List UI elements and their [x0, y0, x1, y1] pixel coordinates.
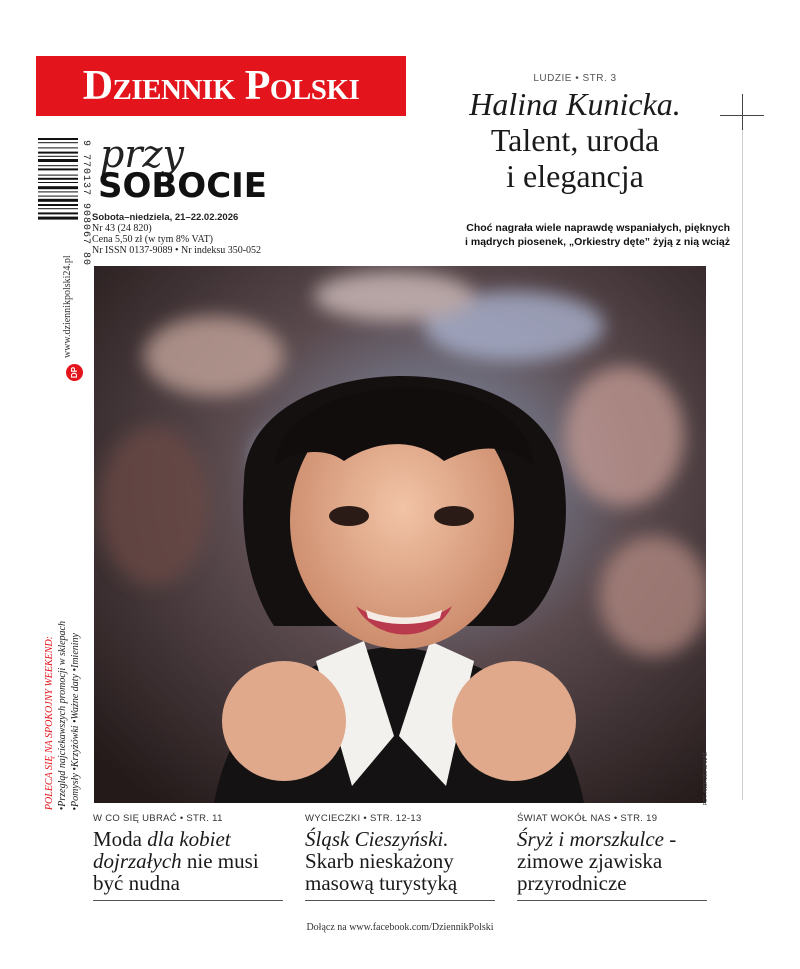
issue-info	[92, 212, 261, 256]
top-story-lead	[430, 221, 730, 249]
teaser-text-b: dla kobiet dojrzałych	[93, 827, 231, 873]
barcode-bar	[38, 199, 78, 202]
margin-rule	[742, 130, 743, 800]
headline-line-2: Talent, uroda	[490, 122, 660, 158]
teaser-kicker: ŚWIAT WOKÓŁ NAS • STR. 19	[517, 813, 658, 824]
barcode-bar	[38, 208, 78, 209]
barcode-bar	[38, 196, 78, 197]
teaser-trips[interactable]	[305, 813, 495, 894]
teaser-fashion[interactable]	[93, 813, 283, 894]
top-story-kicker: LUDZIE • STR. 3	[533, 73, 617, 84]
issue-date: Sobota–niedziela, 21–22.02.2026	[92, 212, 239, 223]
barcode	[38, 138, 78, 256]
teaser-rule	[93, 900, 283, 901]
website-url[interactable]: www.dziennikpolski24.pl	[62, 255, 73, 358]
dp-logo: DP	[66, 364, 83, 381]
barcode-bar	[38, 147, 78, 148]
barcode-bar	[38, 204, 78, 206]
headline-line-1: Halina Kunicka.	[469, 86, 681, 122]
barcode-bar	[38, 212, 78, 214]
barcode-bar	[38, 191, 78, 192]
masthead-title: Dziennik Polski	[82, 63, 360, 109]
barcode-bar	[38, 156, 78, 157]
portrait-illustration	[94, 266, 706, 803]
teaser-text-c: Skarb nieskażony masową turystyką	[305, 849, 458, 895]
teaser-text-c: - zimowe zjawiska przyrodnicze	[517, 827, 677, 895]
barcode-bar	[38, 178, 78, 180]
teaser-headline	[93, 828, 283, 894]
teaser-text-b: Śryż i morszkulce	[517, 827, 664, 851]
teaser-text-b: Śląsk Cieszyński.	[305, 827, 449, 851]
weekend-title: POLECA SIĘ NA SPOKOJNY WEEKEND:	[44, 635, 55, 810]
barcode-bar	[38, 186, 78, 189]
barcode-bar	[38, 138, 78, 140]
teaser-nature[interactable]	[517, 813, 707, 894]
barcode-bar	[38, 159, 78, 162]
teaser-rule	[305, 900, 495, 901]
weekend-box	[44, 620, 104, 810]
photo-credit: FOT. ANDRZEJ BANAŚ	[703, 752, 709, 806]
masthead	[36, 56, 406, 116]
teaser-rule	[517, 900, 707, 901]
barcode-bar	[38, 152, 78, 154]
barcode-bar	[38, 168, 78, 170]
teaser-text-c: nie musi być nudna	[93, 849, 259, 895]
teaser-text-a: Moda	[93, 827, 148, 851]
barcode-bar	[38, 142, 78, 143]
barcode-digits: 9 770137 908067 80	[80, 140, 91, 267]
weekend-line-1: •Przegląd najciekawszych promocji w sklepach	[57, 620, 68, 810]
barcode-bar	[38, 182, 78, 183]
issue-number: Nr 43 (24 820)	[92, 223, 152, 234]
teaser-kicker: W CO SIĘ UBRAĆ • STR. 11	[93, 813, 223, 824]
teaser-headline	[305, 828, 495, 894]
weekend-line-2: •Pomysły •Krzyżówki •Ważne daty •Imieniny	[70, 632, 81, 810]
lead-line-1: Choć nagrała wiele naprawdę wspaniałych, pięknych	[466, 222, 730, 234]
issue-issn: Nr ISSN 0137-9089 • Nr indeksu 350-052	[92, 245, 262, 256]
barcode-bar	[38, 165, 78, 166]
barcode-bar	[38, 217, 78, 220]
barcode-bar	[38, 175, 78, 176]
cover-photo[interactable]	[94, 266, 706, 803]
footer-facebook-link[interactable]: Dołącz na www.facebook.com/DziennikPolski	[306, 922, 494, 933]
headline-line-3: i elegancja	[506, 158, 644, 194]
issue-price: Cena 5,50 zł (w tym 8% VAT)	[92, 234, 214, 245]
lead-line-2: i mądrych piosenek, „Orkiestry dęte” żyją z nią wciąż	[465, 236, 730, 248]
supplement-przy: przy	[100, 132, 184, 176]
top-story-headline[interactable]	[450, 86, 700, 194]
teaser-headline	[517, 828, 707, 894]
supplement-sobocie: SOBOCIE	[98, 166, 268, 206]
teaser-kicker: WYCIECZKI • STR. 12-13	[305, 813, 422, 824]
